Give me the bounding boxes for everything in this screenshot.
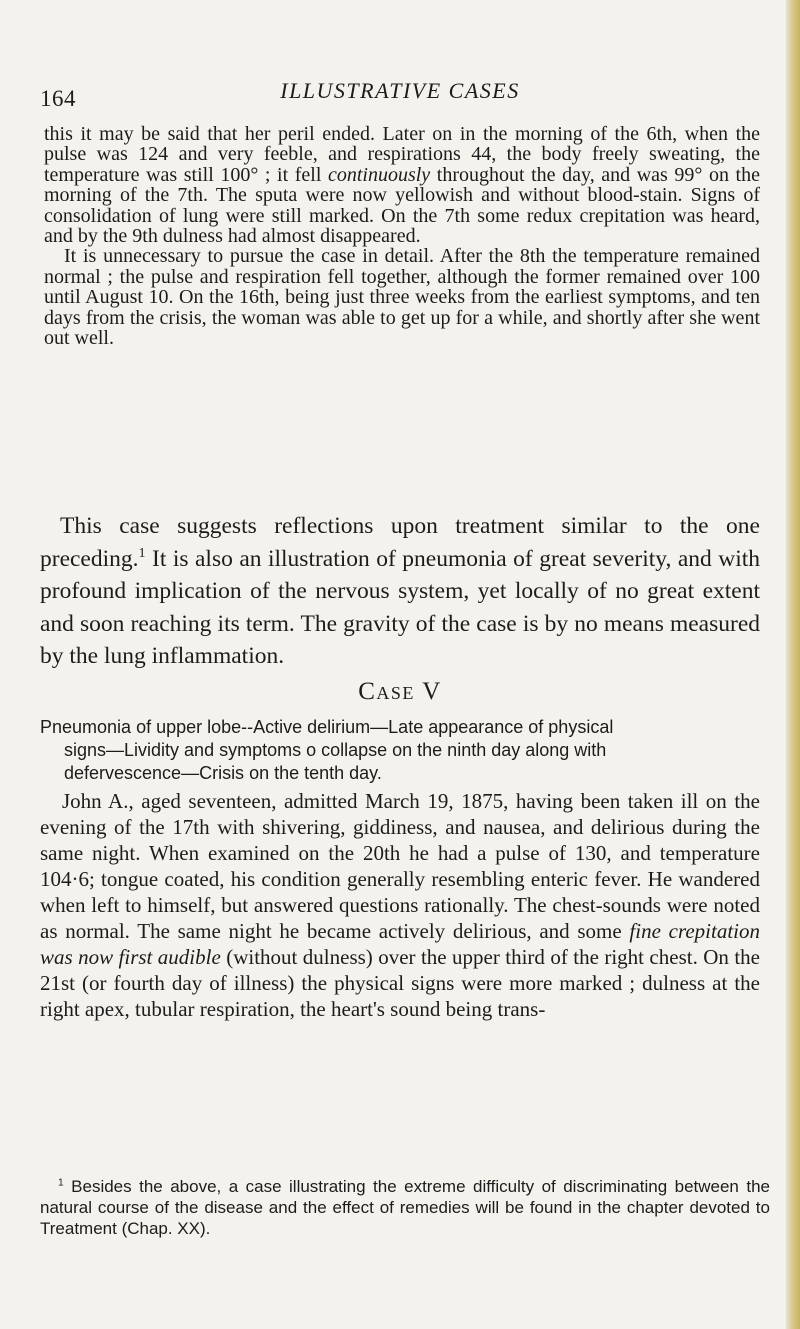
case-continuation	[44, 124, 760, 348]
paragraph: John A., aged seventeen, admitted March 19, 1875, having been taken ill on the evening of the 17th with shivering, giddiness, and nausea, and delirious during the same night. When examined on the 20th he had a pulse of 130, and temperature 104·6; tongue coated, his condition generally resembling enteric fever. He wandered when left to himself, but answered questions rationally. The chest-sounds were noted as normal. The same night he became actively delirious, and some fine crepitation was now first audible (without dulness) over the upper third of the right chest. On the 21st (or fourth day of illness) the physical signs were more marked ; dulness at the right apex, tubular respiration, the heart's sound being trans-	[40, 789, 760, 1021]
paragraph: this it may be said that her peril ended. Later on in the morning of the 6th, when the pulse was 124 and very feeble, and respirations 44, the body freely sweating, the temperature was still 100° ; it fell continuously throughout the day, and was 99° on the morning of the 7th. The sputa were now yellowish and without blood-stain. Signs of consolidation of lung were still marked. On the 7th some redux crepitation was heard, and by the 9th dulness had almost disappeared.	[44, 123, 760, 248]
case-body	[40, 788, 760, 1022]
footnote-text: Besides the above, a case illustrating the extreme difficulty of discriminating between the natural course of the disease and the effect of remedies will be found in the chapter devoted to Treatment (Chap. XX).	[40, 1177, 770, 1238]
emphasis: continuously	[327, 163, 431, 186]
summary-line: Pneumonia of upper lobe--Active delirium—Late appearance of physical	[40, 717, 614, 737]
paragraph: This case suggests reflections upon treatment similar to the one preceding.$^1$ It is also an illustration of pneumonia of great severity, and with profound implication of the nervous system, yet locally of no great extent and soon reaching its term. The gravity of the case is by no means measured by the lung inflammation.	[40, 513, 761, 669]
footnote-ref: 1	[138, 544, 146, 561]
page-header	[40, 78, 760, 118]
footnote	[40, 1176, 770, 1239]
footnote-mark: 1	[58, 1177, 64, 1189]
reflection-section	[40, 510, 760, 673]
summary-line: defervescence—Crisis on the tenth day.	[64, 763, 382, 783]
page-edge	[786, 0, 800, 1329]
summary-line: signs—Lividity and symptoms o collapse on the ninth day along with	[64, 740, 607, 760]
case-summary	[40, 716, 770, 785]
running-title: ILLUSTRATIVE CASES	[280, 78, 520, 103]
paragraph: It is unnecessary to pursue the case in detail. After the 8th the temperature remained normal ; the pulse and respiration fell together, although the former remained over 100 until August 10. On the 16th, being just three weeks from the earliest symptoms, and ten days from the crisis, the woman was able to get up for a while, and shortly after she went out well.	[44, 245, 760, 350]
case-heading: Case V	[358, 678, 442, 705]
emphasis: fine crepitation was now first audible	[40, 919, 760, 969]
page-number: 164	[40, 86, 76, 111]
